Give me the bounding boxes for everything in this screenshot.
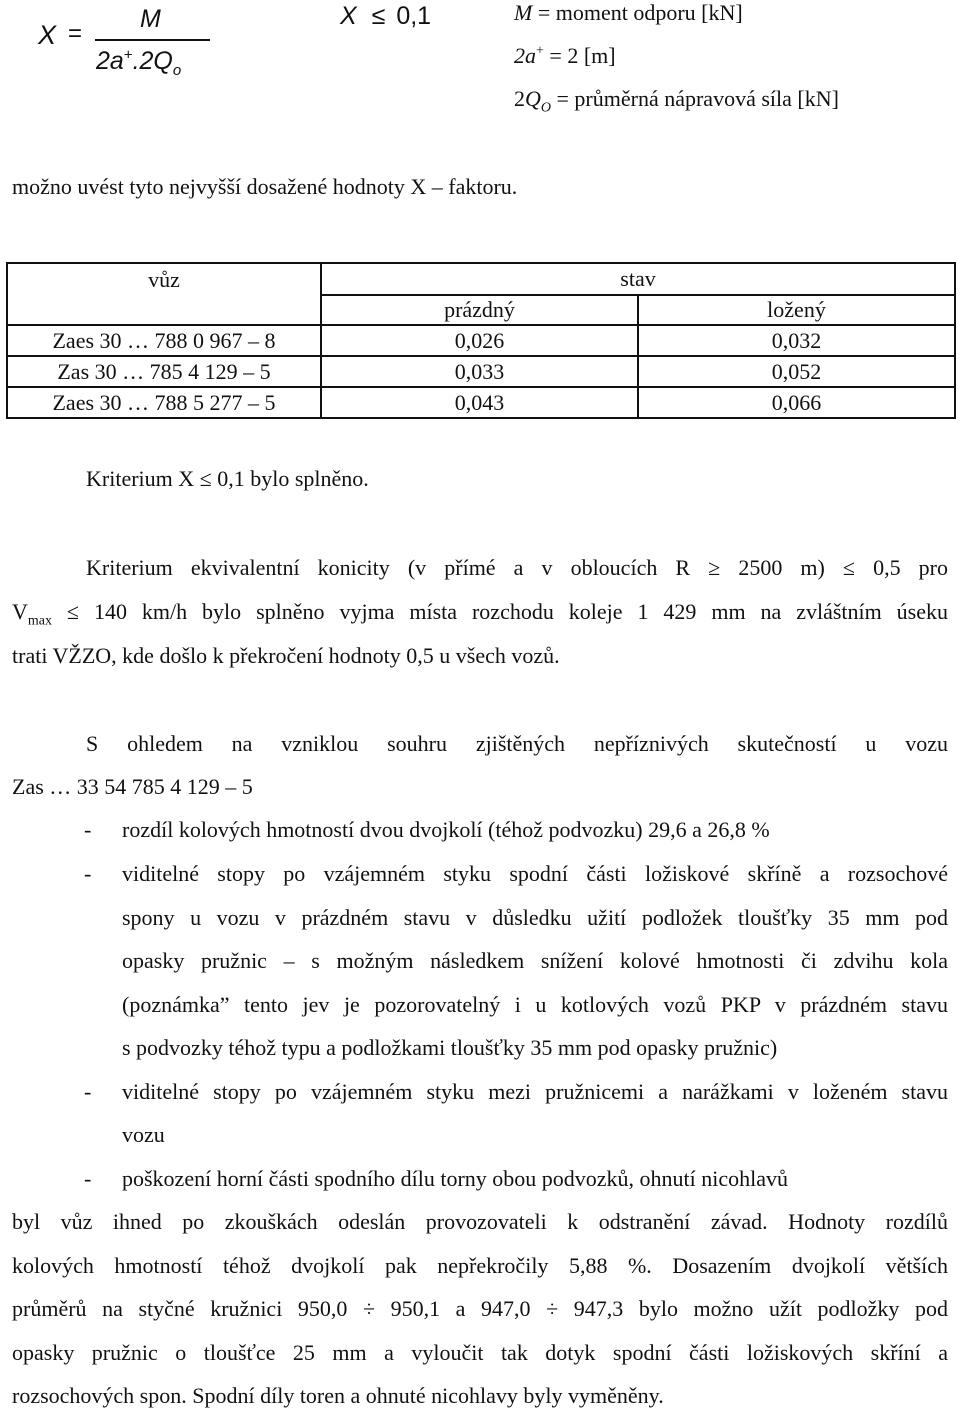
- bullet-dash: -: [84, 1166, 92, 1191]
- header-vuz-spacer: [7, 295, 321, 325]
- header-prazdny: prázdný: [321, 295, 638, 325]
- bullet-line: (poznámka” tento jev je pozorovatelný i u kotlových vozů PKP v prázdném stavu: [122, 992, 948, 1017]
- formula-lhs: X: [38, 20, 57, 50]
- bullet-line: opasky pružnic – s možným následkem snížení kolové hmotnosti či zdvihu kola: [122, 948, 948, 973]
- table-cell-vuz: Zaes 30 … 788 5 277 – 5: [7, 387, 321, 418]
- x-factor-table: [6, 262, 956, 419]
- konicity-line-1: Kriterium ekvivalentní konicity (v přímé a v obloucích R ≥ 2500 m) ≤ 0,5 pro: [86, 555, 948, 580]
- closing-line: opasky pružnic o tloušťce 25 mm a vyloučit tak dotyk spodní části ložiskových skříní a: [12, 1340, 948, 1365]
- bullet-dash: -: [84, 817, 92, 842]
- legend-line: M = moment odporu [kN]: [514, 0, 743, 25]
- bullet-line: viditelné stopy po vzájemném styku mezi pružnicemi a narážkami v loženém stavu: [122, 1079, 948, 1104]
- formula-condition: X ≤ 0,1: [340, 2, 432, 30]
- formula-denominator: $2a^+.2Q_o$: [96, 46, 182, 79]
- closing-line: rozsochových spon. Spodní díly toren a ohnuté nicohlavy byly vyměněny.: [12, 1383, 664, 1408]
- table-cell-prazdny: 0,026: [321, 325, 638, 356]
- bullet-line: s podvozky téhož typu a podložkami tloušťky 35 mm pod opasky pružnic): [122, 1035, 778, 1060]
- konicity-line-3: trati VŽZO, kde došlo k překročení hodnoty 0,5 u všech vozů.: [12, 643, 560, 668]
- bullet-line: vozu: [122, 1122, 165, 1147]
- intro-text: možno uvést tyto nejvyšší dosažené hodnoty X – faktoru.: [12, 174, 518, 199]
- table-cell-lozeny: 0,052: [638, 356, 955, 387]
- bullet-line: poškození horní části spodního dílu torny obou podvozků, ohnutí nicohlavů: [122, 1166, 789, 1191]
- criterion-x: Kriterium X ≤ 0,1 bylo splněno.: [86, 466, 369, 491]
- ohled-line-2: Zas … 33 54 785 4 129 – 5: [12, 774, 253, 799]
- closing-line: byl vůz ihned po zkouškách odeslán provozovateli k odstranění závad. Hodnoty rozdílů: [12, 1209, 948, 1234]
- table-cell-lozeny: 0,032: [638, 325, 955, 356]
- table-cell-prazdny: 0,043: [321, 387, 638, 418]
- bullet-dash: -: [84, 1079, 92, 1104]
- header-lozeny: ložený: [638, 295, 955, 325]
- closing-line: kolových hmotností téhož dvojkolí pak nepřekročily 5,88 %. Dosazením dvojkolí větších: [12, 1253, 948, 1278]
- bullet-line: viditelné stopy po vzájemném styku spodní části ložiskové skříně a rozsochové: [122, 861, 948, 886]
- bullet-line: rozdíl kolových hmotností dvou dvojkolí (téhož podvozku) 29,6 a 26,8 %: [122, 817, 770, 842]
- formula-numerator: M: [140, 5, 161, 33]
- legend-line: $2Q_O$ = průměrná nápravová síla [kN]: [514, 86, 839, 116]
- header-vuz: vůz: [7, 263, 321, 295]
- header-stav: stav: [321, 263, 955, 295]
- ohled-line-1: S ohledem na vzniklou souhru zjištěných nepříznivých skutečností u vozu: [86, 731, 948, 756]
- bullet-dash: -: [84, 861, 92, 886]
- bullet-line: spony u vozu v prázdném stavu v důsledku užití podložek tloušťky 35 mm pod: [122, 905, 948, 930]
- table-cell-vuz: Zaes 30 … 788 0 967 – 8: [7, 325, 321, 356]
- legend-line: 2a+ = 2 [m]: [514, 43, 616, 68]
- fraction-bar: [95, 39, 210, 41]
- table-cell-lozeny: 0,066: [638, 387, 955, 418]
- formula-equals: =: [68, 20, 83, 47]
- table-cell-prazdny: 0,033: [321, 356, 638, 387]
- table-cell-vuz: Zas 30 … 785 4 129 – 5: [7, 356, 321, 387]
- closing-line: průměrů na styčné kružnici 950,0 ÷ 950,1 a 947,0 ÷ 947,3 bylo možno užít podložky pod: [12, 1296, 948, 1321]
- konicity-line-2: $V_{max} \le 140$ km/h bylo splněno vyjma místa rozchodu koleje 1 429 mm na zvláštním úseku: [12, 599, 948, 629]
